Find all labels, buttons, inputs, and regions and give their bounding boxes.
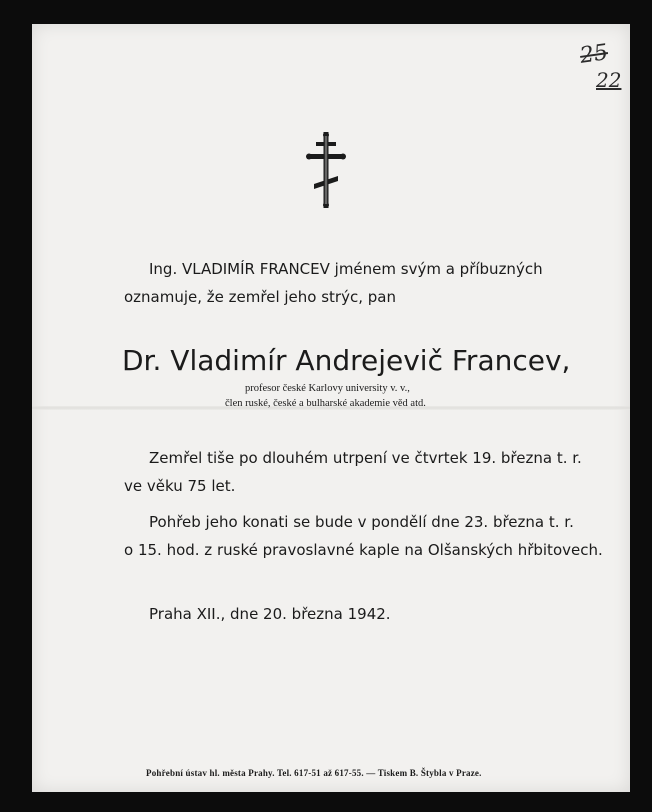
death-line-1: Zemřel tiše po dlouhém utrpení ve čtvrtek 19. března t. r. — [149, 449, 582, 467]
handwritten-number-top: 25 — [578, 40, 610, 69]
death-line-2: ve věku 75 let. — [124, 477, 236, 495]
intro-line-1: Ing. VLADIMÍR FRANCEV jménem svým a příbuzných — [149, 260, 543, 278]
obituary-notice — [32, 24, 630, 792]
funeral-line-1: Pohřeb jeho konati se bude v pondělí dne 23. března t. r. — [149, 513, 574, 531]
funeral-line-2: o 15. hod. z ruské pravoslavné kaple na Olšanských hřbitovech. — [124, 541, 603, 559]
deceased-name: Dr. Vladimír Andrejevič Francev, — [122, 344, 571, 377]
title-line-1: profesor české Karlovy university v. v., — [245, 383, 410, 394]
place-date: Praha XII., dne 20. března 1942. — [149, 605, 391, 623]
printer-footer: Pohřební ústav hl. města Prahy. Tel. 617-51 až 617-55. — Tiskem B. Štybla v Praze. — [146, 768, 482, 778]
intro-line-2: oznamuje, že zemřel jeho strýc, pan — [124, 288, 396, 306]
title-line-2: člen ruské, české a bulharské akademie věd atd. — [225, 398, 426, 409]
handwritten-number-bottom: 22 — [596, 68, 622, 92]
orthodox-cross-icon — [306, 132, 346, 208]
